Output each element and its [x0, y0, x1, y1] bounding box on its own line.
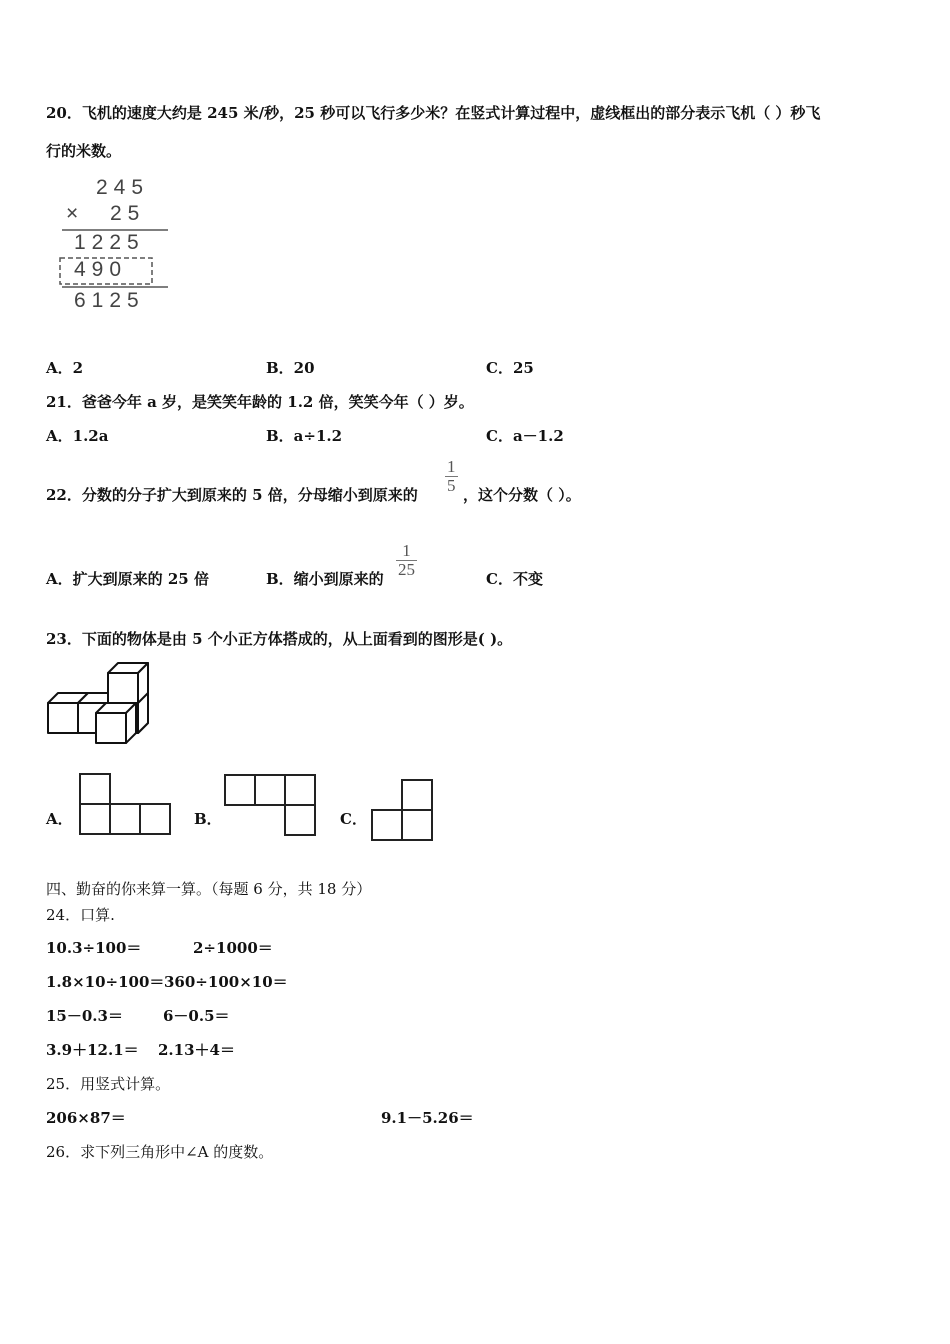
q25-item: 206×87＝ [46, 1109, 126, 1127]
q22-fraction-denominator: 5 [447, 476, 456, 495]
q23-option-b-figure [223, 773, 319, 837]
cube-stack-figure [44, 660, 156, 750]
calc-row-multiplier: 25 [110, 202, 146, 225]
q20-option-b: B．20 [266, 359, 315, 377]
q23-option-b-label: B． [194, 810, 222, 828]
q22-option-b-numerator: 1 [402, 541, 411, 560]
q23-option-a-figure [78, 772, 173, 836]
q24-item: 2÷1000＝ [193, 939, 273, 957]
q24-item: 6－0.5＝ [163, 1007, 230, 1025]
q20-text-line1: 20．飞机的速度大约是 245 米/秒，25 秒可以飞行多少米？在竖式计算过程中，虚线框出的部分表示飞机（ ）秒飞 [46, 104, 821, 122]
calc-row-partial-1: 1225 [74, 231, 145, 254]
q24-item: 3.9＋12.1＝ [46, 1041, 139, 1059]
q22-fraction [445, 458, 458, 495]
q20-option-c: C．25 [486, 359, 534, 377]
q22-text-before: 22．分数的分子扩大到原来的 5 倍，分母缩小到原来的 [46, 486, 418, 504]
q23-option-c-figure [370, 778, 436, 842]
q24-item: 10.3÷100＝ [46, 939, 142, 957]
q23-option-c-label: C． [340, 810, 367, 828]
q25-item: 9.1－5.26＝ [381, 1109, 474, 1127]
calc-row-multiplicand: 245 [96, 176, 150, 199]
q21-option-c: C．a－1.2 [486, 427, 564, 445]
calc-row-product: 6125 [74, 289, 145, 312]
calc-times-sign: × [66, 202, 85, 225]
q24-item: 2.13＋4＝ [158, 1041, 235, 1059]
q22-fraction-numerator: 1 [447, 457, 456, 476]
q21-option-b: B．a÷1.2 [266, 427, 343, 445]
q24-title: 24．口算. [46, 906, 115, 924]
calc-row-partial-2: 490 [74, 258, 128, 281]
section-4-title: 四、勤奋的你来算一算。（每题 6 分，共 18 分） [46, 880, 372, 898]
q24-item: 1.8×10÷100＝ [46, 973, 165, 991]
q21-text: 21．爸爸今年 a 岁，是笑笑年龄的 1.2 倍，笑笑今年（ ）岁。 [46, 393, 474, 411]
q20-text-line2: 行的米数。 [46, 142, 122, 160]
q22-text-after: ，这个分数（ ）。 [463, 486, 581, 504]
q22-option-a: A．扩大到原来的 25 倍 [46, 570, 209, 588]
q26-title: 26．求下列三角形中∠A 的度数。 [46, 1143, 274, 1161]
q20-option-a: A．2 [46, 359, 84, 377]
q23-text: 23．下面的物体是由 5 个小正方体搭成的，从上面看到的图形是( )。 [46, 630, 513, 648]
q22-option-b-denominator: 25 [398, 560, 415, 579]
q22-option-c: C．不变 [486, 570, 543, 588]
q22-option-b-text: B．缩小到原来的 [266, 570, 384, 588]
q24-item: 360÷100×10＝ [164, 973, 288, 991]
q25-title: 25．用竖式计算。 [46, 1075, 171, 1093]
q24-item: 15－0.3＝ [46, 1007, 123, 1025]
q22-option-b-fraction [396, 542, 417, 579]
q21-option-a: A．1.2a [46, 427, 109, 445]
q23-option-a-label: A． [46, 810, 73, 828]
